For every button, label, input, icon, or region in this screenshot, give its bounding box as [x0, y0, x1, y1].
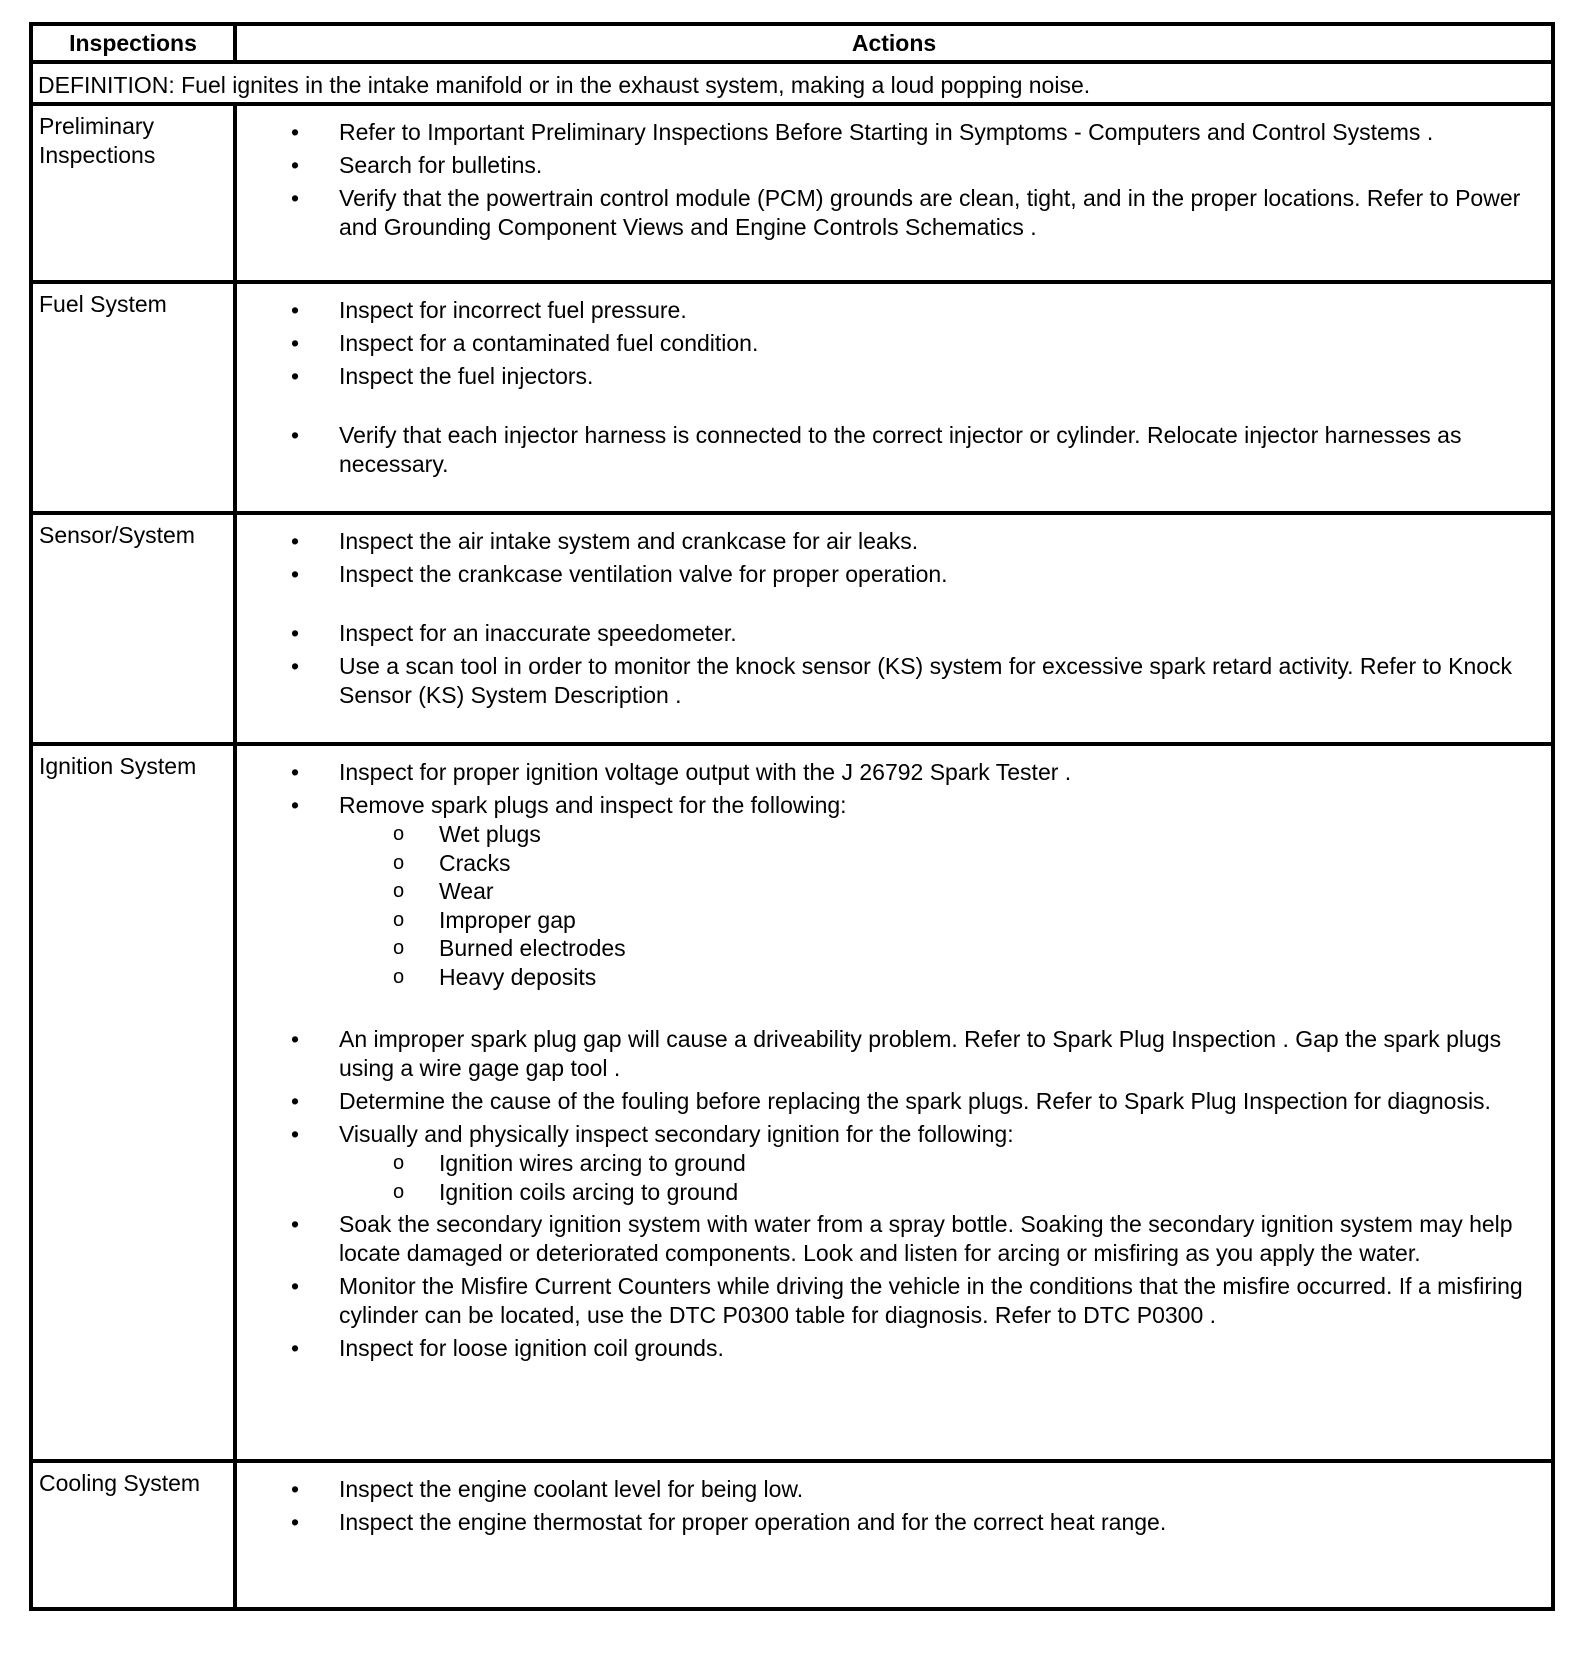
bullet-icon: •	[291, 119, 300, 145]
bullet-icon: •	[291, 528, 300, 554]
action-item: • An improper spark plug gap will cause a driveability problem. Refer to Spark Plug Inspection . Gap the spark plugs using a wire gage gap tool .	[291, 1026, 1502, 1081]
action-item: • Remove spark plugs and inspect for the following: o Wet plugs o Cracks o Wear o Improper gap o Burned electrodes o Heavy deposits	[339, 791, 1541, 991]
table-row	[31, 282, 1553, 513]
action-item: • Inspect for loose ignition coil grounds.	[291, 1335, 724, 1361]
action-item: • Monitor the Misfire Current Counters while driving the vehicle in the conditions that the misfire occurred. If a misfiring cylinder can be located, use the DTC P0300 table for diagnosis. Refer to DTC P0300 .	[291, 1273, 1523, 1328]
table-row	[31, 1461, 1553, 1609]
bullet-icon: •	[291, 297, 300, 323]
circle-bullet-icon: o	[393, 823, 405, 845]
action-item: • Inspect for proper ignition voltage output with the J 26792 Spark Tester .	[291, 759, 1072, 785]
table-row	[31, 513, 1553, 744]
action-item: • Use a scan tool in order to monitor the knock sensor (KS) system for excessive spark retard activity. Refer to Knock Sensor (KS) System Description .	[291, 653, 1513, 708]
sub-item: o Wear	[393, 878, 494, 904]
action-item: • Visually and physically inspect secondary ignition for the following: o Ignition wires arcing to ground o Ignition coils arcing to ground	[339, 1120, 1541, 1206]
action-item: • Inspect for an inaccurate speedometer.	[291, 620, 737, 646]
action-item: • Inspect the air intake system and crankcase for air leaks.	[291, 528, 919, 554]
bullet-icon: •	[291, 363, 300, 389]
header-row	[31, 24, 1553, 62]
sub-item: o Ignition coils arcing to ground	[393, 1178, 739, 1205]
bullet-icon: •	[291, 185, 300, 211]
actions-header: Actions	[235, 24, 1553, 62]
circle-bullet-icon: o	[393, 880, 405, 902]
bullet-icon: •	[291, 1273, 300, 1299]
bullet-icon: •	[291, 792, 300, 818]
action-item: • Soak the secondary ignition system with water from a spray bottle. Soaking the secondary ignition system may help locate damaged or deteriorated components. Look and listen for arcing or misfiring as you apply the water.	[291, 1211, 1513, 1266]
action-item: • Inspect for incorrect fuel pressure.	[291, 297, 687, 323]
action-item: • Inspect the engine coolant level for being low.	[291, 1476, 804, 1502]
action-item: • Inspect for a contaminated fuel condition.	[291, 330, 759, 356]
bullet-icon: •	[291, 1509, 300, 1535]
actions-cell	[235, 1461, 1553, 1609]
bullet-icon: •	[291, 620, 300, 646]
sub-item: o Heavy deposits	[393, 963, 597, 990]
circle-bullet-icon: o	[393, 1152, 405, 1174]
table-row	[31, 744, 1553, 1461]
actions-cell	[235, 513, 1553, 744]
spark-plug-check-list	[339, 820, 1541, 991]
sub-item: o Ignition wires arcing to ground	[393, 1150, 746, 1176]
definition-row	[31, 62, 1553, 104]
inspection-label: Fuel System	[31, 282, 235, 513]
actions-cell	[235, 282, 1553, 513]
bullet-icon: •	[291, 422, 300, 448]
table-row	[31, 104, 1553, 282]
inspection-table	[29, 22, 1555, 1611]
action-item: • Inspect the fuel injectors.	[291, 363, 594, 389]
circle-bullet-icon: o	[393, 937, 405, 959]
actions-cell	[235, 744, 1553, 1461]
circle-bullet-icon: o	[393, 1180, 405, 1203]
inspections-header: Inspections	[31, 24, 235, 62]
action-item: • Verify that each injector harness is connected to the correct injector or cylinder. Relocate injector harnesses as necessary.	[291, 422, 1462, 477]
secondary-check-list	[339, 1149, 1541, 1206]
action-item: • Determine the cause of the fouling before replacing the spark plugs. Refer to Spark Plug Inspection for diagnosis.	[291, 1088, 1491, 1114]
actions-cell	[235, 104, 1553, 282]
inspection-label: Preliminary Inspections	[31, 104, 235, 282]
action-item: • Search for bulletins.	[291, 152, 543, 178]
bullet-icon: •	[291, 1211, 300, 1237]
bullet-icon: •	[291, 1088, 300, 1114]
sub-item: o Burned electrodes	[393, 935, 626, 961]
bullet-icon: •	[291, 1335, 300, 1361]
sub-item: o Wet plugs	[393, 821, 541, 847]
circle-bullet-icon: o	[393, 965, 405, 988]
bullet-icon: •	[291, 1121, 300, 1147]
bullet-icon: •	[291, 561, 300, 587]
action-item: • Refer to Important Preliminary Inspections Before Starting in Symptoms - Computers and Control Systems .	[291, 119, 1434, 145]
bullet-icon: •	[291, 1026, 300, 1052]
bullet-icon: •	[291, 152, 300, 178]
inspection-label: Cooling System	[31, 1461, 235, 1609]
action-item: • Verify that the powertrain control module (PCM) grounds are clean, tight, and in the proper locations. Refer to Power and Grounding Component Views and Engine Controls Schematics .	[291, 185, 1521, 240]
circle-bullet-icon: o	[393, 908, 405, 931]
bullet-icon: •	[291, 759, 300, 785]
sub-item: o Cracks	[393, 849, 511, 876]
sub-item: o Improper gap	[393, 906, 576, 933]
bullet-icon: •	[291, 1476, 300, 1502]
circle-bullet-icon: o	[393, 851, 405, 874]
inspection-label: Sensor/System	[31, 513, 235, 744]
action-item: • Inspect the engine thermostat for proper operation and for the correct heat range.	[291, 1509, 1167, 1535]
bullet-icon: •	[291, 330, 300, 356]
inspection-label: Ignition System	[31, 744, 235, 1461]
definition-text: DEFINITION: Fuel ignites in the intake manifold or in the exhaust system, making a loud popping noise.	[31, 62, 1553, 104]
bullet-icon: •	[291, 653, 300, 679]
action-item: • Inspect the crankcase ventilation valve for proper operation.	[291, 561, 948, 587]
